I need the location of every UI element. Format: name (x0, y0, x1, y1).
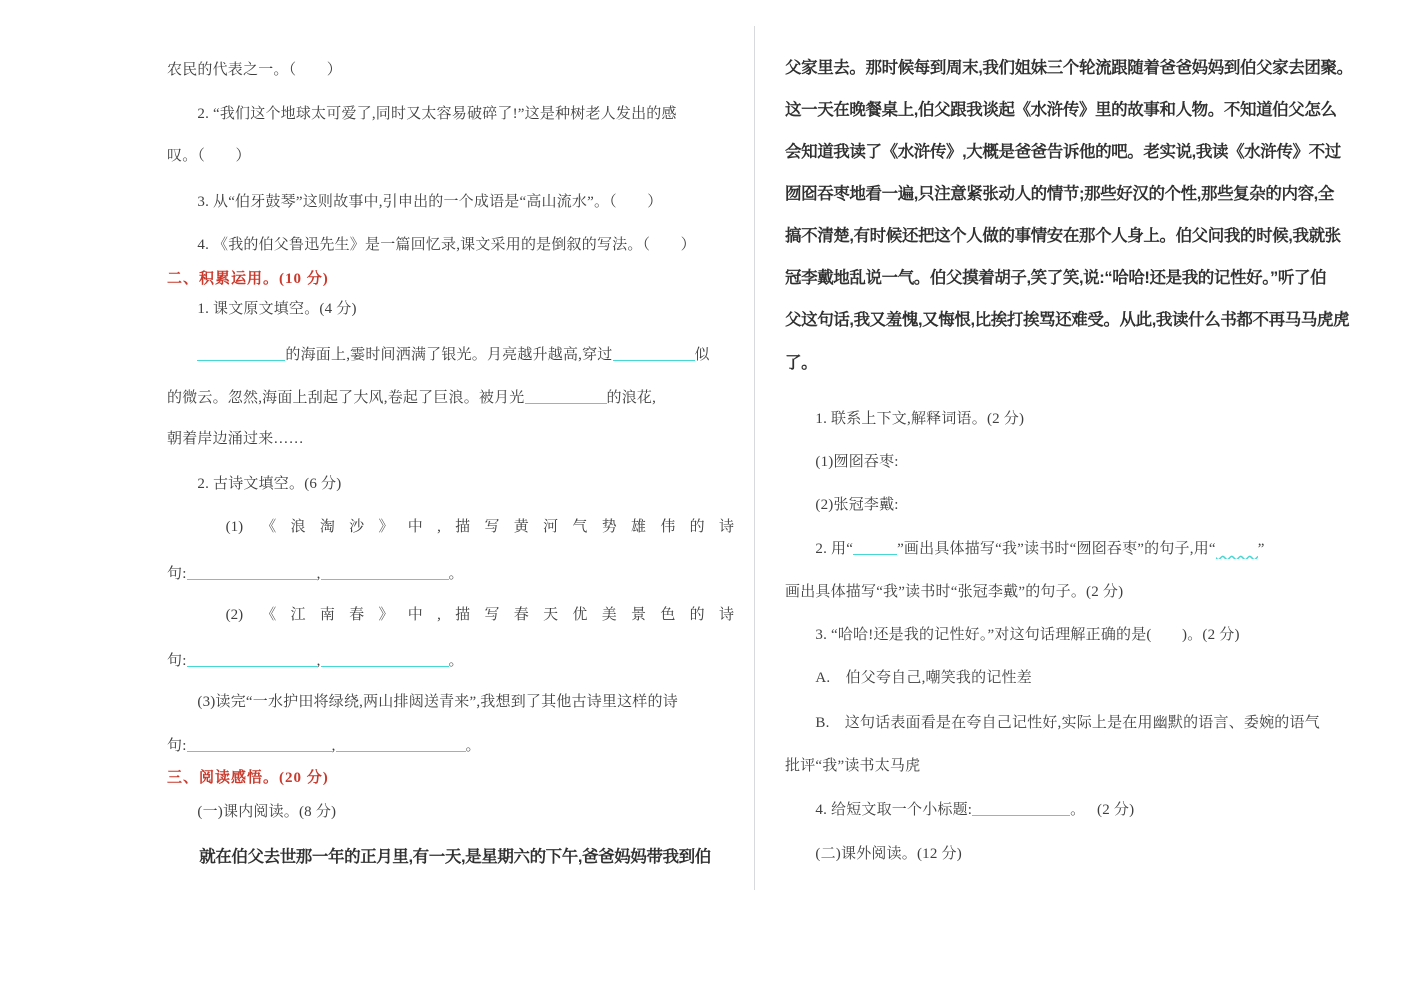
text-line: 批评“我”读书太马虎 (785, 758, 921, 774)
answer-blank (187, 562, 317, 580)
text-line: 的海面上,霎时间洒满了银光。月亮越升越高,穿过 似 (167, 340, 734, 370)
text-line: (2) 《江南春》中,描写春天优美景色的诗 (167, 607, 734, 623)
text-line: 1. 联系上下文,解释词语。(2 分) (785, 411, 1025, 427)
text-line: 囫囵吞枣地看一遍,只注意紧张动人的情节;那些好汉的个性,那些复杂的内容,全 (785, 185, 1334, 203)
text-line: (3)读完“一水护田将绿绕,两山排闼送青来”,我想到了其他古诗里这样的诗 (167, 694, 678, 710)
text-line: A. 伯父夸自己,嘲笑我的记性差 (785, 670, 1032, 686)
text-line: 句: , 。 (167, 559, 734, 589)
text-line: 会知道我读了《水浒传》,大概是爸爸告诉他的吧。老实说,我读《水浒传》不过 (785, 143, 1341, 161)
left-column (167, 0, 734, 982)
text-line: 句: , 。 (167, 731, 734, 761)
text-line: 2. 用“ ”画出具体描写“我”读书时“囫囵吞枣”的句子,用“ ” (785, 534, 1353, 564)
text-line: 4. 给短文取一个小标题: 。 (2 分) (785, 795, 1353, 825)
text-line: 冠李戴地乱说一气。伯父摸着胡子,笑了笑,说:“哈哈!还是我的记性好。”听了伯 (785, 269, 1327, 287)
text-line: 叹。（ ） (167, 148, 251, 164)
text-line: 父这句话,我又羞愧,又悔恨,比挨打挨骂还难受。从此,我读什么书都不再马马虎虎 (785, 311, 1350, 329)
answer-blank (187, 649, 317, 667)
section-heading-2: 二、积累运用。(10 分) (167, 271, 329, 287)
section-heading-3: 三、阅读感悟。(20 分) (167, 770, 329, 786)
answer-blank (613, 343, 695, 361)
text-line: (1) 《浪淘沙》中,描写黄河气势雄伟的诗 (167, 519, 734, 535)
text-line: (1)囫囵吞枣: (785, 454, 899, 470)
text-line: 就在伯父去世那一年的正月里,有一天,是星期六的下午,爸爸妈妈带我到伯 (167, 848, 711, 866)
text-line: 3. “哈哈!还是我的记性好。”对这句话理解正确的是( )。(2 分) (785, 627, 1240, 643)
text-line: (2)张冠李戴: (785, 497, 899, 513)
text-line: 1. 课文原文填空。(4 分) (167, 301, 357, 317)
text-line: 朝着岸边涌过来…… (167, 431, 304, 447)
answer-blank (187, 734, 332, 752)
text-line: 2. 古诗文填空。(6 分) (167, 476, 342, 492)
text-line: 的微云。忽然,海面上刮起了大风,卷起了巨浪。被月光 的浪花, (167, 383, 734, 413)
text-line: 2. “我们这个地球太可爱了,同时又太容易破碎了!”这是种树老人发出的感 (167, 106, 677, 122)
right-column (785, 0, 1353, 982)
text-line: B. 这句话表面看是在夸自己记性好,实际上是在用幽默的语言、委婉的语气 (785, 715, 1320, 731)
answer-blank (336, 734, 466, 752)
text-line: 搞不清楚,有时候还把这个人做的事情安在那个人身上。伯父问我的时候,我就张 (785, 227, 1341, 245)
text-line: 这一天在晚餐桌上,伯父跟我谈起《水浒传》里的故事和人物。不知道伯父怎么 (785, 101, 1337, 119)
answer-blank (197, 343, 285, 361)
answer-blank (321, 562, 449, 580)
text-line: 父家里去。那时候每到周末,我们姐妹三个轮流跟随着爸爸妈妈到伯父家去团聚。 (785, 59, 1353, 77)
text-line: 句: , 。 (167, 646, 734, 676)
text-line: 了。 (785, 354, 818, 372)
answer-blank (321, 649, 449, 667)
text-line: 农民的代表之一。（ ） (167, 62, 342, 78)
column-divider (754, 26, 755, 890)
text-line: (二)课外阅读。(12 分) (785, 846, 962, 862)
answer-blank (853, 537, 897, 555)
wavy-answer-blank (1216, 535, 1258, 559)
answer-blank (525, 386, 607, 404)
text-line: (一)课内阅读。(8 分) (167, 804, 337, 820)
text-line: 画出具体描写“我”读书时“张冠李戴”的句子。(2 分) (785, 584, 1124, 600)
answer-blank (972, 798, 1070, 816)
text-line: 4. 《我的伯父鲁迅先生》是一篇回忆录,课文采用的是倒叙的写法。（ ） (167, 237, 696, 253)
text-line: 3. 从“伯牙鼓琴”这则故事中,引申出的一个成语是“高山流水”。（ ） (167, 194, 663, 210)
